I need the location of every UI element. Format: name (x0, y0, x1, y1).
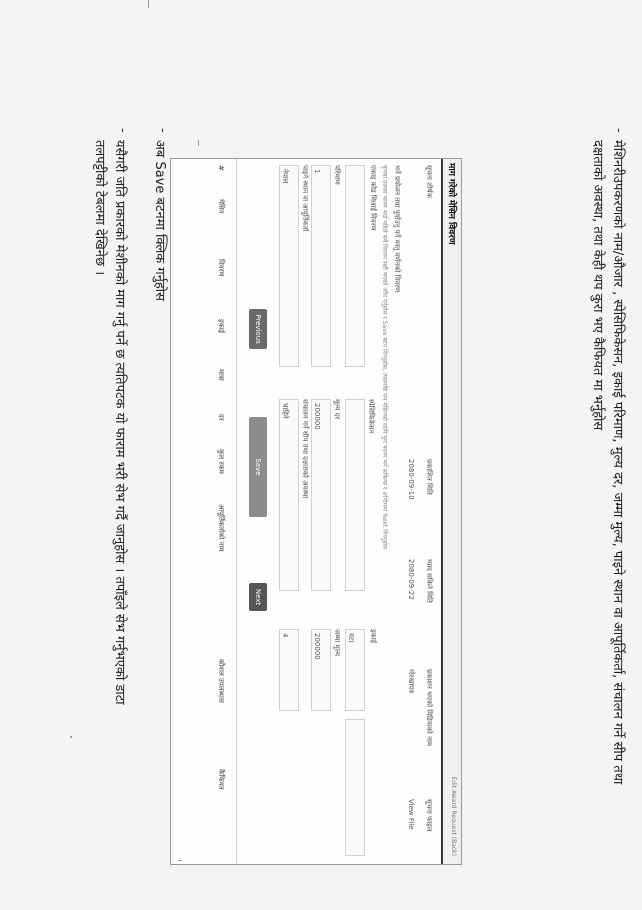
instruction-line-2: दक्षताको अवस्था, तथा केही थप कुरा भए कैफियत मा भर्नुहोस (590, 140, 605, 431)
qty-input[interactable] (311, 165, 331, 367)
previous-button[interactable]: Previous (249, 309, 267, 349)
spec-label: स्पेसिफिकेसन (367, 399, 375, 434)
table-header-machine: मेसिन (217, 199, 225, 214)
field-media-name-label: प्रकाशन भएको मिडियाको नाम (425, 669, 433, 746)
table-header-rate: दर (217, 414, 225, 421)
field-notice-file-label: सूचना फाइल (425, 799, 433, 832)
machine-input[interactable] (345, 165, 365, 367)
table-header-qty: मात्रा (217, 369, 225, 381)
table-header-skill: कौशल उपलब्धता (217, 659, 225, 703)
view-file-link[interactable]: View File (407, 799, 415, 830)
form-title: माग गरेको मेसिन विवरण (446, 163, 456, 245)
instruction-line-1: मेशिनरीउपकरणको नाम/औजार , स्पेसिफिकेसन, इकाई परिमाण, मुल्य दर, जम्मा मुल्य, पाइने स्थान वा आपूर्तिकर्ता, संचालन गर्ने सीप तथा (610, 140, 625, 785)
source-value: नेपाल (281, 169, 289, 184)
field-published-date-label: प्रकाशित मिति (425, 459, 433, 495)
unit-value: वटा (347, 633, 355, 643)
spec-input[interactable] (345, 399, 365, 591)
remarks-value: 4 (281, 633, 289, 638)
field-expiry-date-value: 2080-09-22 (407, 559, 415, 600)
field-media-name-value: गोरखापत्र (407, 669, 415, 693)
field-published-date-value: 2080-09-10 (407, 459, 415, 500)
instruction-line-3: अब Save बटनमा क्लिक गर्नुहोस (152, 140, 167, 301)
table-header-index: # (217, 165, 225, 171)
qty-value: 1 (313, 169, 321, 174)
rate-input[interactable] (311, 399, 331, 591)
purpose-label: भर्ने प्रयोजन तथा पुर्याउनु पर्ने वस्तु वर्णनको विवरण (393, 165, 401, 293)
bullet-1: - (611, 128, 626, 133)
scan-mark (70, 736, 72, 738)
table-header-total: कुल रकम (217, 449, 225, 474)
extra-input[interactable] (345, 719, 365, 856)
table-header-remarks: कैफियत (217, 769, 225, 790)
field-expiry-date-label: म्याद सकिने मिति (425, 559, 433, 603)
bullet-2: - (155, 128, 170, 133)
form-note: कृपया तलका फारम भर्दा पहिले सबै विवरण सही भएको जाँच गर्नुहोस र Save बटन थिच्नुहोस, त्यसपछि थप मेसिनको लागि पुनः फारम भर्न सकिन्छ र अन्तिममा Next थिच्नुहोस (381, 165, 388, 550)
bullet-3: - (115, 128, 130, 133)
skill-value: चाहिने (281, 403, 289, 419)
rate-label: मूल्य दर (333, 399, 341, 420)
total-value: 200000 (313, 633, 321, 660)
scan-mark (148, 0, 149, 8)
save-button[interactable]: Save (249, 417, 267, 517)
total-label: जम्मा मूल्य (333, 629, 341, 656)
unit-select[interactable] (345, 629, 365, 711)
table-header-supplier: आपूर्तिकर्ताको नाम (217, 504, 225, 552)
remarks-input[interactable] (279, 629, 299, 711)
total-input[interactable] (311, 629, 331, 711)
source-label: पाइने स्थान वा आपूर्तिकर्ता (301, 165, 309, 232)
skill-label: संचालन गर्ने सीप तथा दक्षताको अवस्था (301, 399, 309, 499)
entry-label: एकाइ कोड मिलाई विवरण (369, 165, 377, 231)
instruction-line-5: तलपट्टीको टेबलमा देखिनेछ । (92, 140, 107, 276)
table-header-detail: विवरण (217, 259, 225, 277)
table-divider (236, 159, 237, 864)
qty-label: परिमाण (333, 165, 341, 185)
scan-mark (178, 860, 182, 861)
table-header-unit: इकाई (217, 319, 225, 334)
scan-mark (198, 140, 199, 146)
skill-input[interactable] (279, 399, 299, 591)
instruction-line-4: यसैगरी जति प्रकारको मेशीनको माग गर्नु पर्ने छ त्यतिपटक यो फाराम भरी सेभ गर्दै जानुहोस । तपाँइले सेभ गर्नुभएको डाटा (112, 140, 127, 705)
next-button[interactable]: Next (249, 583, 267, 611)
edit-request-link[interactable]: Edit Award Request (Back) (450, 776, 457, 856)
form-screenshot (170, 158, 462, 865)
rate-value: 200000 (313, 403, 321, 430)
unit-label: इकाई (369, 629, 377, 644)
form-header (441, 159, 461, 864)
source-input[interactable] (279, 165, 299, 367)
field-notice-title-label: सूचना शीर्षक (425, 165, 433, 199)
